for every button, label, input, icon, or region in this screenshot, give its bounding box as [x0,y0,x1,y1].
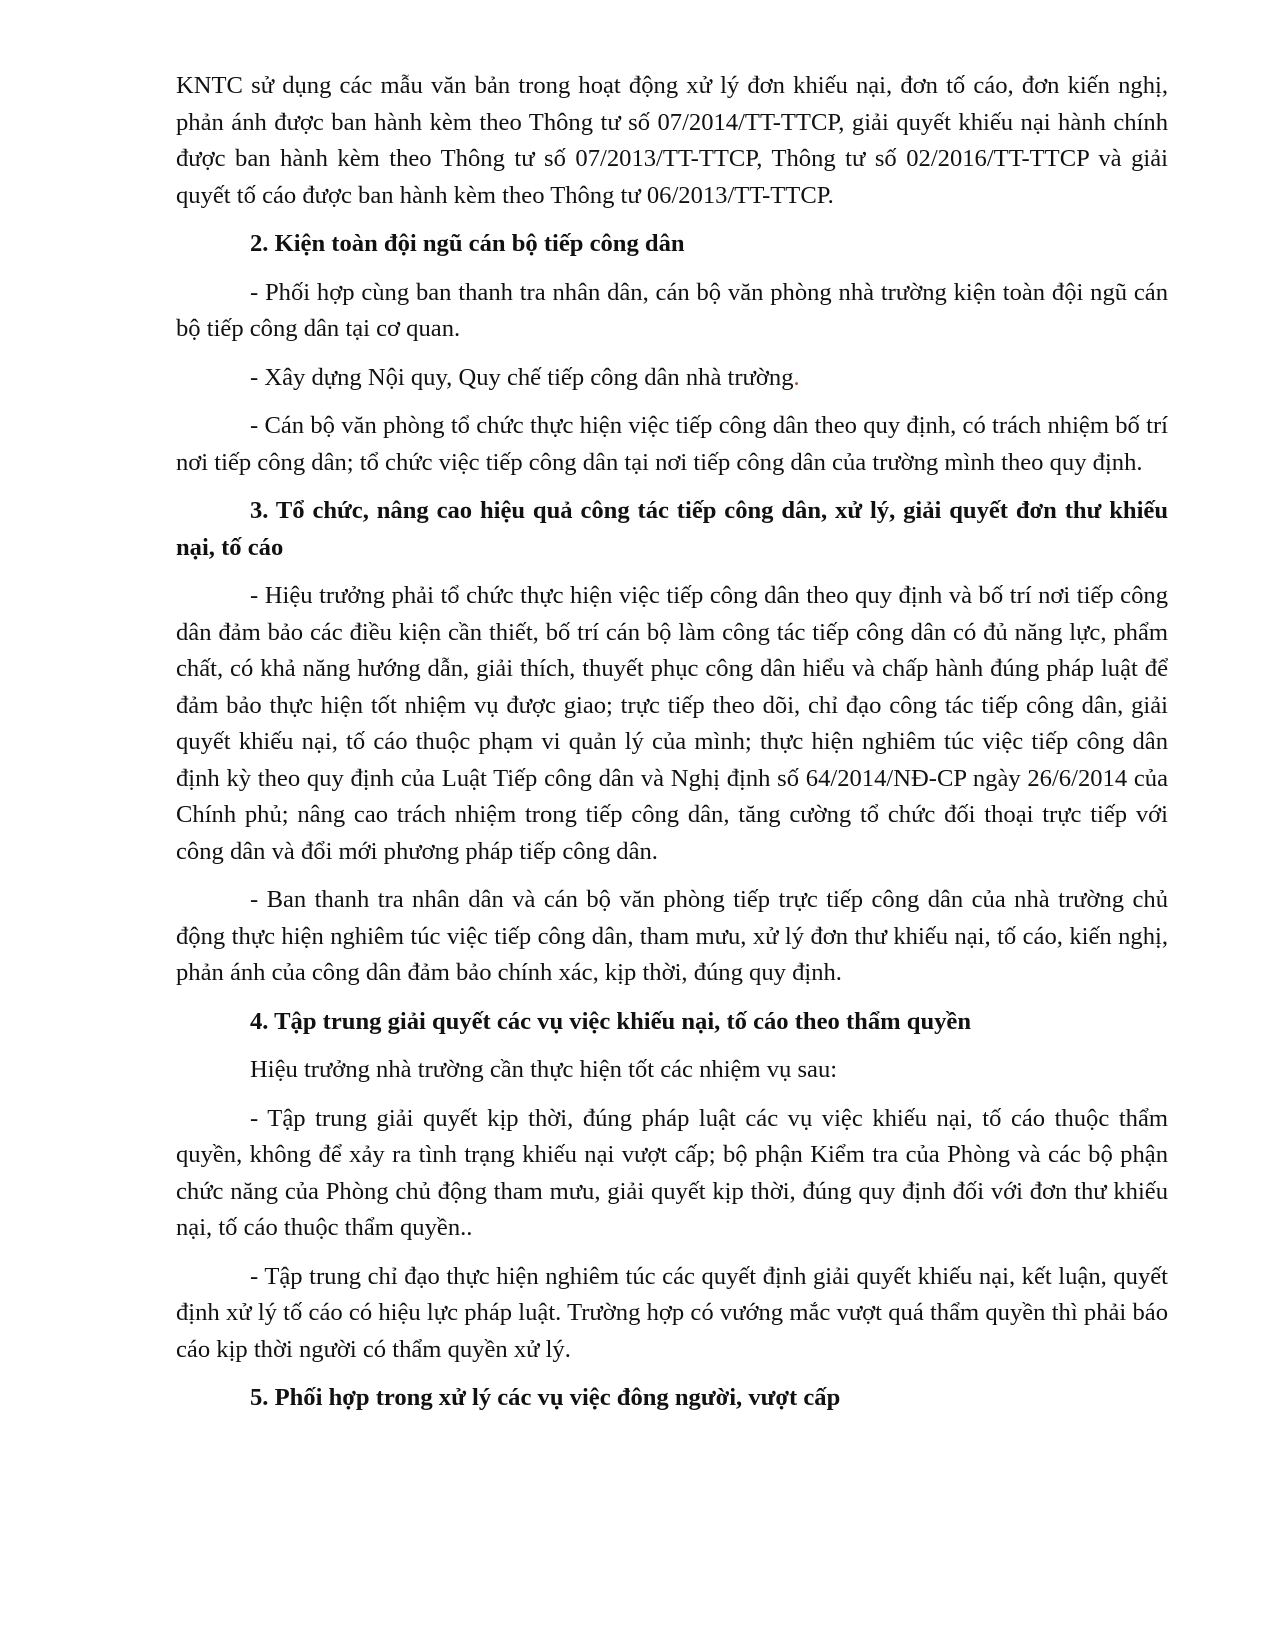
section-4-heading: 4. Tập trung giải quyết các vụ việc khiếu nại, tố cáo theo thẩm quyền [250,1007,972,1035]
section-2-paragraph-2 [176,360,1168,397]
section-3-paragraph-1: - Hiệu trưởng phải tổ chức thực hiện việc tiếp công dân theo quy định và bố trí nơi tiếp công dân đảm bảo các điều kiện cần thiết, bố trí cán bộ làm công tác tiếp công dân có đủ năng lực, phẩm chất, có khả năng hướng dẫn, giải thích, thuyết phục công dân hiểu và chấp hành đúng pháp luật để đảm bảo thực hiện tốt nhiệm vụ được giao; trực tiếp theo dõi, chỉ đạo công tác tiếp công dân, giải quyết khiếu nại, tố cáo thuộc phạm vi quản lý của mình; thực hiện nghiêm túc việc tiếp công dân định kỳ theo quy định của Luật Tiếp công dân và Nghị định số 64/2014/NĐ-CP ngày 26/6/2014 của Chính phủ; nâng cao trách nhiệm trong tiếp công dân, tăng cường tổ chức đối thoại trực tiếp với công dân và đổi mới phương pháp tiếp công dân. [176,582,1168,865]
section-4-paragraph-1: - Tập trung giải quyết kịp thời, đúng pháp luật các vụ việc khiếu nại, tố cáo thuộc thẩm quyền, không để xảy ra tình trạng khiếu nại vượt cấp; bộ phận Kiểm tra của Phòng và các bộ phận chức năng của Phòng chủ động tham mưu, giải quyết kịp thời, đúng quy định đối với đơn thư khiếu nại, tố cáo thuộc thẩm quyền.. [176,1104,1168,1241]
document-body [176,68,1168,1429]
section-2-paragraph-2-text: - Xây dựng Nội quy, Quy chế tiếp công dân nhà trường [250,363,794,391]
section-5-heading: 5. Phối hợp trong xử lý các vụ việc đông người, vượt cấp [250,1384,841,1411]
section-2-heading: 2. Kiện toàn đội ngũ cán bộ tiếp công dân [250,230,685,257]
section-4-paragraph-2: - Tập trung chỉ đạo thực hiện nghiêm túc các quyết định giải quyết khiếu nại, kết luận, quyết định xử lý tố cáo có hiệu lực pháp luật. Trường hợp có vướng mắc vượt quá thẩm quyền thì phải báo cáo kịp thời người có thẩm quyền xử lý. [176,1262,1168,1363]
section-2-paragraph-3: - Cán bộ văn phòng tổ chức thực hiện việc tiếp công dân theo quy định, có trách nhiệm bố trí nơi tiếp công dân; tổ chức việc tiếp công dân tại nơi tiếp công dân của trường mình theo quy định. [176,412,1168,476]
section-3-paragraph-2: - Ban thanh tra nhân dân và cán bộ văn phòng tiếp trực tiếp công dân của nhà trường chủ động thực hiện nghiêm túc việc tiếp công dân, tham mưu, xử lý đơn thư khiếu nại, tố cáo, kiến nghị, phản ánh của công dân đảm bảo chính xác, kịp thời, đúng quy định. [176,886,1168,986]
section-2-paragraph-2-end: . [793,363,800,391]
section-2-paragraph-1: - Phối hợp cùng ban thanh tra nhân dân, cán bộ văn phòng nhà trường kiện toàn đội ngũ cán bộ tiếp công dân tại cơ quan. [176,278,1168,342]
section-3-heading: 3. Tổ chức, nâng cao hiệu quả công tác tiếp công dân, xử lý, giải quyết đơn thư khiếu nại, tố cáo [176,497,1168,561]
intro-paragraph: KNTC sử dụng các mẫu văn bản trong hoạt động xử lý đơn khiếu nại, đơn tố cáo, đơn kiến nghị, phản ánh được ban hành kèm theo Thông tư số 07/2014/TT-TTCP, giải quyết khiếu nại hành chính được ban hành kèm theo Thông tư số 07/2013/TT-TTCP, Thông tư số 02/2016/TT-TTCP và giải quyết tố cáo được ban hành kèm theo Thông tư 06/2013/TT-TTCP. [176,72,1168,209]
section-4-paragraph-0: Hiệu trưởng nhà trường cần thực hiện tốt các nhiệm vụ sau: [250,1056,838,1083]
